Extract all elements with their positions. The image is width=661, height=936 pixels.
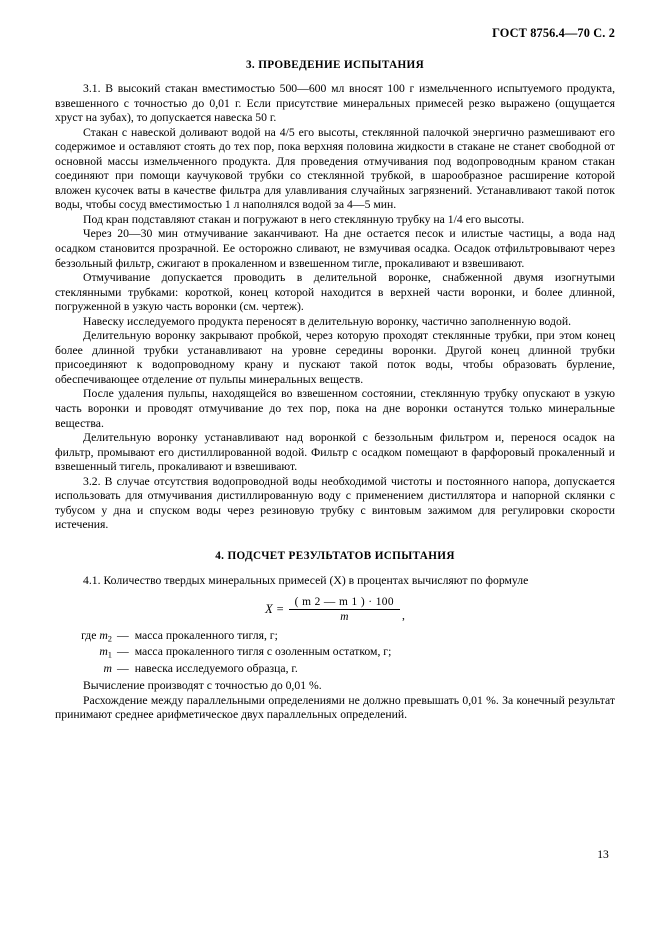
formula-x-mineral-impurities xyxy=(265,596,405,623)
formula-equals-sign: = xyxy=(276,601,284,616)
paragraph-4-1: 4.1. Количество твердых минеральных примесей (X) в процентах вычисляют по формуле xyxy=(83,573,529,587)
formula-denominator: m xyxy=(340,610,349,623)
legend-lead-m xyxy=(55,662,117,679)
paragraph-repeatability: Расхождение между параллельными определениями не должно превышать 0,01 %. За конечный результат принимают среднее арифметическое двух параллельных определений. xyxy=(55,693,615,722)
paragraph-beaker-fill: Стакан с навеской доливают водой на 4/5 его высоты, стеклянной палочкой энергично размешивают его содержимое и оставляют стоять до тех пор, пока верхняя половина жидкости в стакане не станет свободной от основной массы измельченного продукта. Для проведения отмучивания под водопроводным краном стакан соединяют при помощи каучуковой трубки со стеклянной трубкой, в шарообразное расширение которой вложен кусочек ваты в качестве фильтра для улавливания случайных загрязнений. Устанавливают такой поток воды, чтобы сосуд вместимостью 1 л наполнялся водой за 4—5 мин. xyxy=(55,125,615,212)
page-number-footer xyxy=(0,848,661,861)
legend-row-m2 xyxy=(55,629,615,646)
legend-symbol-m2: $m_2$ xyxy=(99,628,112,643)
formula-numerator: ( m 2 — m 1 ) · 100 xyxy=(294,595,394,608)
legend-row-m1 xyxy=(55,645,615,662)
paragraph-precision: Вычисление производят с точностью до 0,01 %. xyxy=(83,679,322,693)
paragraph-3-2: 3.2. В случае отсутствия водопроводной воды необходимой чистоты и постоянного напора, допускается использовать для отмучивания дистиллированную воду с применением дистиллятора и напорной склянки с тубусом у дна и спуском воды через резиновую трубку с винтовым зажимом для регулировки скорости истечения. xyxy=(55,474,615,532)
legend-text-m1: масса прокаленного тигля с озоленным остатком, г; xyxy=(134,645,392,659)
where-label: где xyxy=(81,628,97,642)
legend-lead-m1 xyxy=(55,645,117,662)
legend-text-m2: масса прокаленного тигля, г; xyxy=(134,628,278,642)
standard-reference: ГОСТ 8756.4—70 С. 2 xyxy=(492,26,615,40)
paragraph-funnel-stopper: Делительную воронку закрывают пробкой, через которую проходят стеклянные трубки, при этом конец более длинной трубки устанавливают на уровне середины воронки. Другой конец длинной трубки присоединяют к водопроводному крану и пускают такой поток воды, чтобы образовать бурление, обеспечивающее отделение от пульпы минеральных веществ. xyxy=(55,329,615,386)
formula-fraction xyxy=(289,596,400,623)
paragraph-elutriation-end: Через 20—30 мин отмучивание заканчивают. На дне остается песок и илистые частицы, а вода над осадком становится прозрачной. Ее осторожно сливают, не взмучивая осадка. Осадок отфильтровывают через беззольный фильтр, сжигают в прокаленном и взвешенном тигле, прокаливают и взвешивают. xyxy=(55,227,615,270)
formula-lhs: X xyxy=(265,601,273,616)
legend-symbol-m1: $m_1$ xyxy=(99,645,112,660)
legend-dash-m1: — xyxy=(117,645,129,659)
paragraph-3-1: 3.1. В высокий стакан вместимостью 500—600 мл вносят 100 г измельченного испытуемого продукта, взвешенного с точностью до 0,01 г. Если присутствие минеральных примесей резко выражено (ощущается хруст на зубах), то допускается навеска 50 г. xyxy=(55,82,615,125)
formula-legend xyxy=(55,629,615,680)
paragraph-separating-funnel: Отмучивание допускается проводить в делительной воронке, снабженной двумя изогнутыми стеклянными трубками: короткой, конец которой находится в верхней части воронки, и более длинной, погруженной в узкую часть воронки (см. чертеж). xyxy=(55,271,615,314)
section-4-heading: 4. ПОДСЧЕТ РЕЗУЛЬТАТОВ ИСПЫТАНИЯ xyxy=(215,549,455,562)
paragraph-pulp-removal: После удаления пульпы, находящейся во взвешенном состоянии, стеклянную трубку опускают в узкую часть воронки и проводят отмучивание до тех пор, пока на дне воронки останутся только минеральные вещества. xyxy=(55,387,615,430)
formula-block xyxy=(55,596,615,623)
section-3-heading: 3. ПРОВЕДЕНИЕ ИСПЫТАНИЯ xyxy=(245,59,425,71)
legend-dash-m: — xyxy=(117,662,129,676)
legend-lead-m2 xyxy=(55,629,117,646)
legend-symbol-m: m xyxy=(103,662,112,676)
paragraph-ashless-filter: Делительную воронку устанавливают над воронкой с беззольным фильтром и, перенося осадок на фильтр, промывают его дистиллированной водой. Фильтр с осадком помещают в фарфоровый прокаленный и взвешенный тигель, прокаливают и взвешивают. xyxy=(55,431,615,474)
page-number: 13 xyxy=(597,848,609,861)
legend-text-m: навеска исследуемого образца, г. xyxy=(134,662,298,676)
legend-dash-m2: — xyxy=(117,628,129,642)
legend-row-m xyxy=(55,662,615,679)
formula-trailing-comma: , xyxy=(402,608,405,622)
paragraph-tap-placement: Под кран подставляют стакан и погружают в него стеклянную трубку на 1/4 его высоты. xyxy=(83,212,525,226)
running-header xyxy=(55,26,615,41)
paragraph-sample-transfer: Навеску исследуемого продукта переносят в делительную воронку, частично заполненную водой. xyxy=(83,314,572,328)
page-content xyxy=(55,0,615,723)
